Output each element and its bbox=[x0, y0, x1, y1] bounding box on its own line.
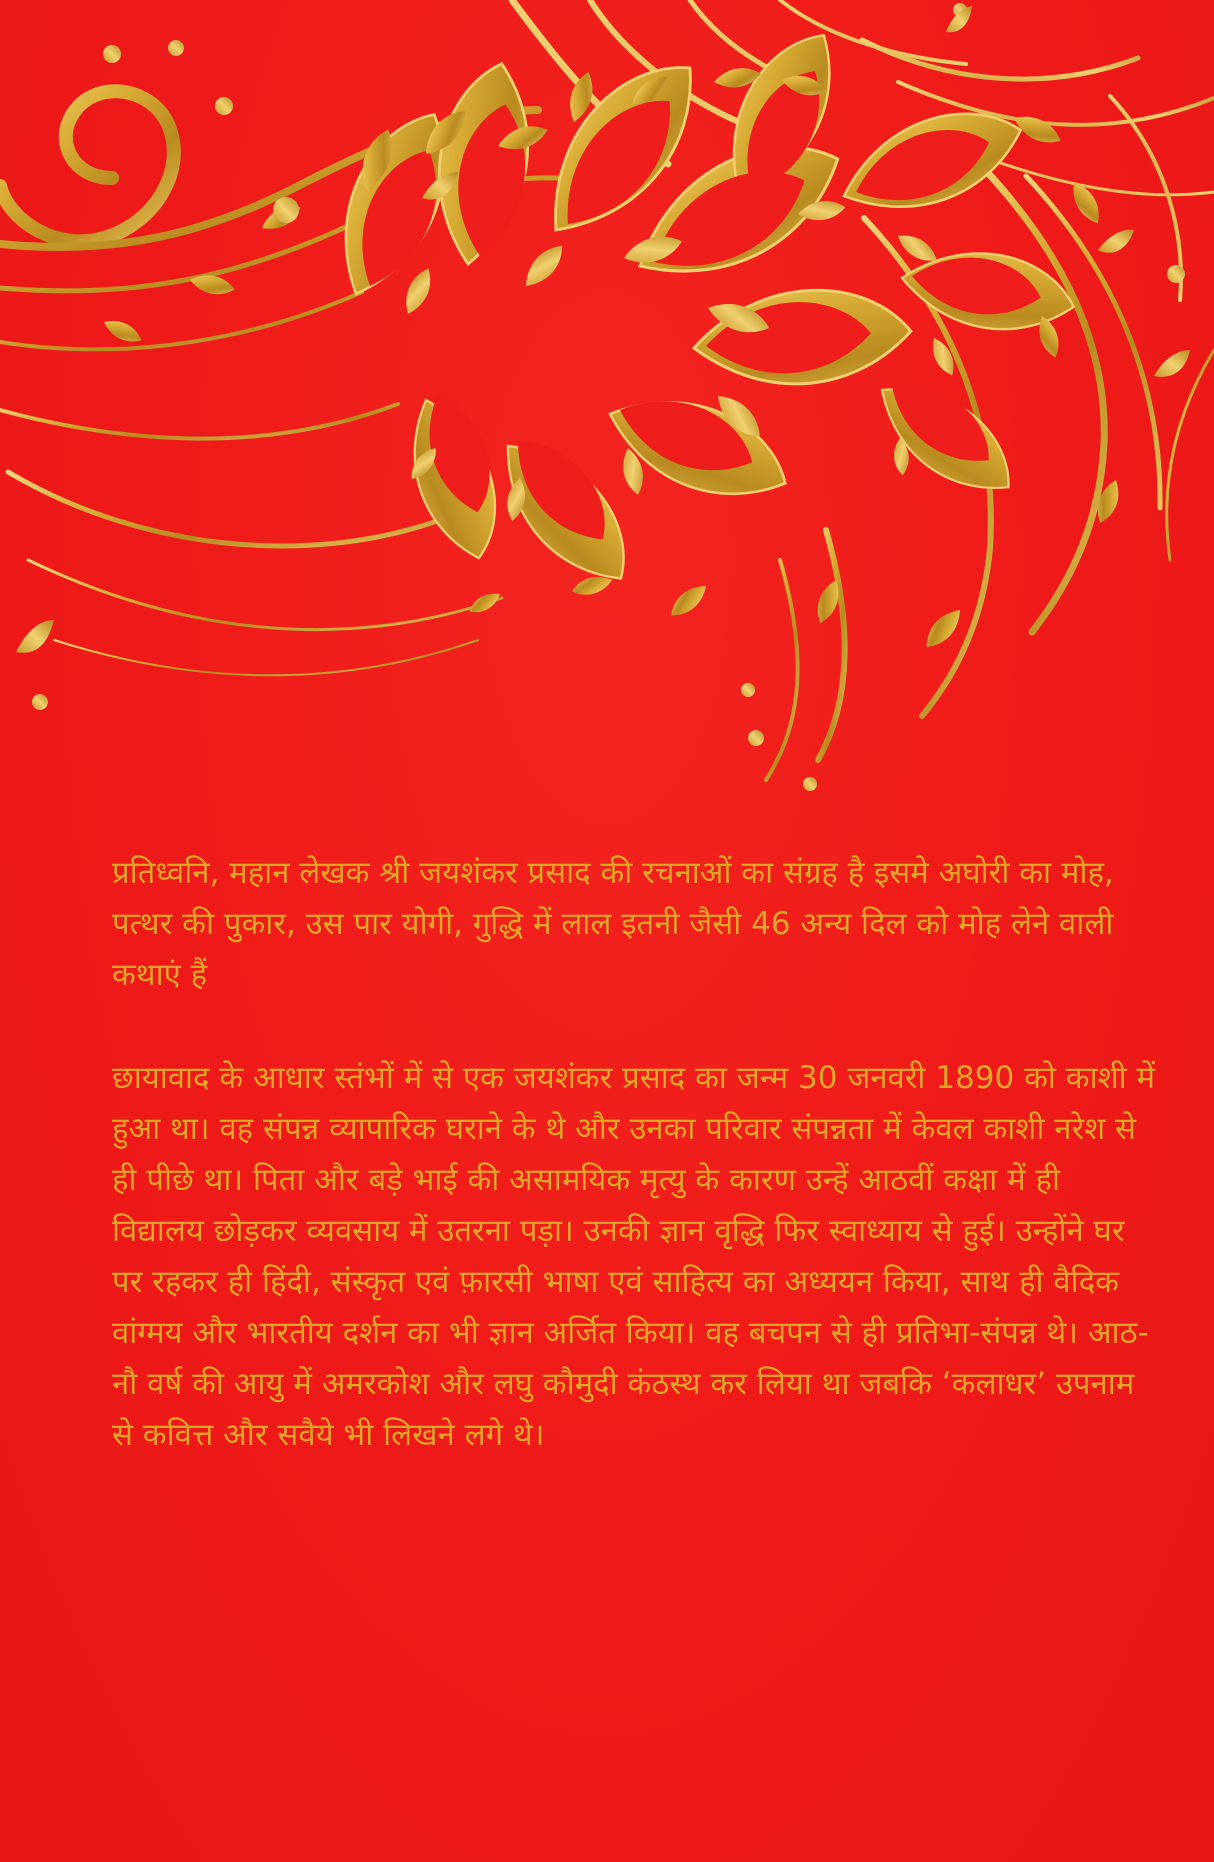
author-biography-paragraph: छायावाद के आधार स्तंभों में से एक जयशंकर प्रसाद का जन्म 30 जनवरी 1890 को काशी में हुआ था। वह संपन्न व्यापारिक घराने के थे और उनका परिवार संपन्नता में केवल काशी नरेश से ही पीछे था। पिता और बड़े भाई की असामयिक मृत्यु के कारण उन्हें आठवीं कक्षा में ही विद्यालय छोड़कर व्यवसाय में उतरना पड़ा। उनकी ज्ञान वृद्धि फिर स्वाध्याय से हुई। उन्होंने घर पर रहकर ही हिंदी, संस्कृत एवं फ़ारसी भाषा एवं साहित्य का अध्ययन किया, साथ ही वैदिक वांग्मय और भारतीय दर्शन का भी ज्ञान अर्जित किया। वह बचपन से ही प्रतिभा-संपन्न थे। आठ-नौ वर्ष की आयु में अमरकोश और लघु कौमुदी कंठस्थ कर लिया था जबकि ‘कलाधर’ उपनाम से कवित्त और सवैये भी लिखने लगे थे। bbox=[112, 1060, 1156, 1453]
description-text-block bbox=[112, 848, 1157, 1461]
book-summary-paragraph: प्रतिध्वनि, महान लेखक श्री जयशंकर प्रसाद की रचनाओं का संग्रह है इसमे अघोरी का मोह, पत्थर की पुकार, उस पार योगी, गुद्धि में लाल इतनी जैसी 46 अन्य दिल को मोह लेने वाली कथाएं हैं bbox=[112, 855, 1114, 993]
golden-floral-swirl-ornament-icon bbox=[0, 0, 1214, 800]
